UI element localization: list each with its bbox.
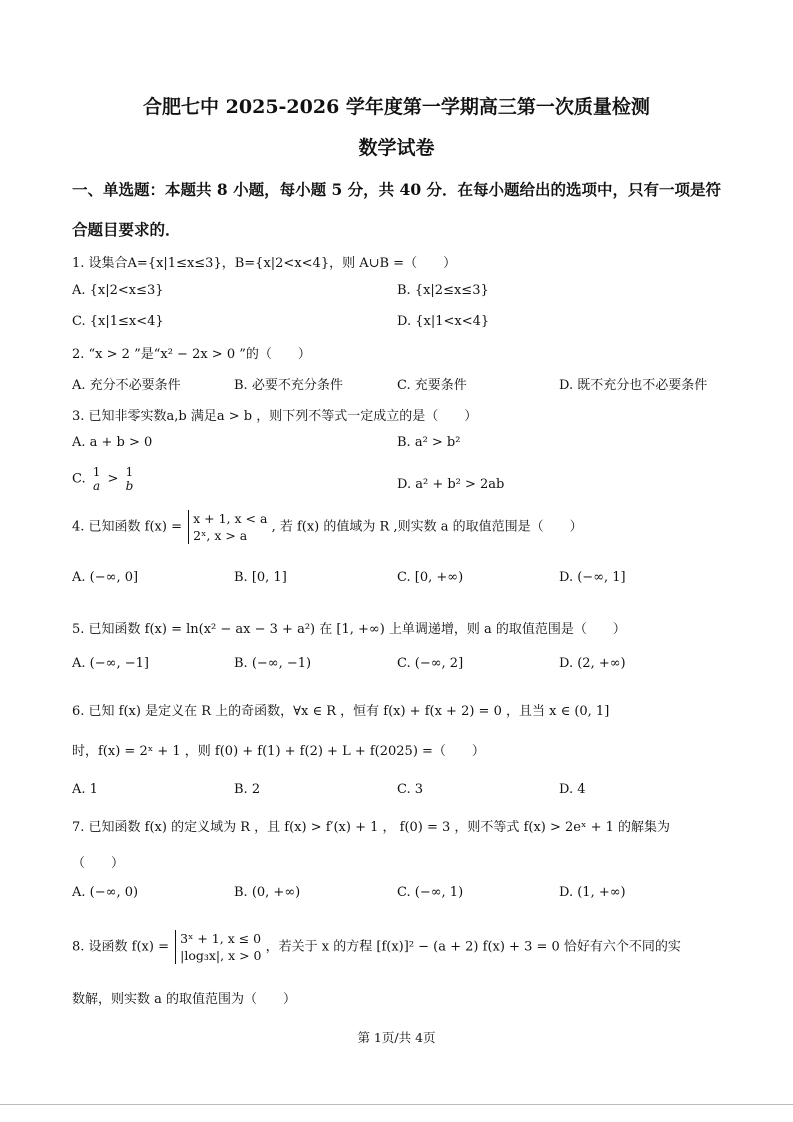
q3-option-c-gt: > <box>107 471 119 487</box>
q7-stem-line1: 7. 已知函数 f(x) 的定义域为 R ，且 f(x) > f′(x) + 1 ， f(0) = 3 ，则不等式 f(x) > 2eˣ + 1 的解集为 <box>72 820 671 835</box>
q4-option-b: B. [0, 1] <box>234 570 287 585</box>
q2-option-c: C. 充要条件 <box>397 378 467 393</box>
q7-option-c: C. (−∞, 1) <box>397 885 464 900</box>
exam-title: 合肥七中 2025-2026 学年度第一学期高三第一次质量检测 <box>143 96 650 118</box>
q3-frac2-num: 1 <box>125 465 134 479</box>
q4-stem <box>72 510 583 544</box>
q6-option-c: C. 3 <box>397 782 424 797</box>
q3-option-a: A. a + b > 0 <box>72 435 153 450</box>
q3-stem: 3. 已知非零实数a,b 满足a > b ，则下列不等式一定成立的是（ ） <box>72 409 478 424</box>
q3-option-d: D. a² + b² > 2ab <box>397 477 505 492</box>
q4-option-d: D. (−∞, 1] <box>559 570 626 585</box>
page-number: 第 1页/共 4页 <box>357 1030 436 1045</box>
q4-case2: 2ˣ, x > a <box>193 528 248 543</box>
q8-stem <box>72 930 681 964</box>
q2-option-d: D. 既不充分也不必要条件 <box>559 378 708 393</box>
exam-subtitle: 数学试卷 <box>358 137 435 159</box>
q8-case1: 3ˣ + 1, x ≤ 0 <box>180 931 262 946</box>
q7-stem-line2: （ ） <box>72 856 125 871</box>
q2-stem: 2. “x > 2 ”是“x² − 2x > 0 ”的（ ） <box>72 347 311 362</box>
q2-option-a: A. 充分不必要条件 <box>72 378 181 393</box>
q5-option-c: C. (−∞, 2] <box>397 656 464 671</box>
q3-option-b: B. a² > b² <box>397 435 461 450</box>
q3-frac2-den: b <box>125 479 134 493</box>
q7-option-d: D. (1, +∞) <box>559 885 626 900</box>
q1-stem: 1. 设集合A={x|1≤x≤3}，B={x|2<x<4}，则 A∪B =（ ） <box>72 256 457 271</box>
q8-piecewise <box>175 930 261 964</box>
q2-option-b: B. 必要不充分条件 <box>234 378 343 393</box>
q6-option-b: B. 2 <box>234 782 261 797</box>
q5-option-b: B. (−∞, −1) <box>234 656 312 671</box>
q6-option-d: D. 4 <box>559 782 586 797</box>
q4-case1: x + 1, x < a <box>193 511 268 526</box>
q5-stem: 5. 已知函数 f(x) = ln(x² − ax − 3 + a²) 在 [1, +∞) 上单调递增，则 a 的取值范围是（ ） <box>72 622 626 637</box>
q4-option-c: C. [0, +∞) <box>397 570 464 585</box>
q8-stem-pre: 8. 设函数 f(x) = <box>72 939 169 955</box>
q3-fraction-1-over-b <box>126 465 134 493</box>
q5-option-a: A. (−∞, −1] <box>72 656 149 671</box>
q3-option-c-label: C. <box>72 471 86 487</box>
q6-stem-line2: 时，f(x) = 2ˣ + 1 ，则 f(0) + f(1) + f(2) + L + f(2025) =（ ） <box>72 744 485 759</box>
q4-stem-pre: 4. 已知函数 f(x) = <box>72 519 182 535</box>
page-divider <box>0 1104 793 1105</box>
q3-frac1-num: 1 <box>92 465 101 479</box>
q1-option-a: A. {x|2<x≤3} <box>72 283 164 298</box>
q7-option-b: B. (0, +∞) <box>234 885 301 900</box>
q1-option-c: C. {x|1≤x<4} <box>72 314 164 329</box>
q4-stem-post: , 若 f(x) 的值域为 R ,则实数 a 的取值范围是（ ） <box>271 519 583 535</box>
q8-stem-post: ，若关于 x 的方程 [f(x)]² − (a + 2) f(x) + 3 = 0 恰好有六个不同的实 <box>265 939 681 955</box>
q3-option-c <box>72 465 136 493</box>
q3-fraction-1-over-a <box>93 465 101 493</box>
q1-option-d: D. {x|1<x<4} <box>397 314 490 329</box>
q7-option-a: A. (−∞, 0) <box>72 885 139 900</box>
q8-case2: |log₃x|, x > 0 <box>180 948 262 963</box>
section-heading-line1: 一、单选题：本题共 8 小题，每小题 5 分，共 40 分．在每小题给出的选项中，只有一项是符 <box>72 180 722 199</box>
q1-option-b: B. {x|2≤x≤3} <box>397 283 489 298</box>
q5-option-d: D. (2, +∞) <box>559 656 626 671</box>
q4-option-a: A. (−∞, 0] <box>72 570 139 585</box>
section-heading-line2: 合题目要求的． <box>72 220 181 239</box>
q4-piecewise <box>188 510 267 544</box>
q6-option-a: A. 1 <box>72 782 98 797</box>
q3-frac1-den: a <box>93 479 101 493</box>
q8-stem-line2: 数解，则实数 a 的取值范围为（ ） <box>72 992 297 1007</box>
q6-stem-line1: 6. 已知 f(x) 是定义在 R 上的奇函数，∀x ∈ R ，恒有 f(x) + f(x + 2) = 0 ，且当 x ∈ (0, 1] <box>72 704 610 719</box>
